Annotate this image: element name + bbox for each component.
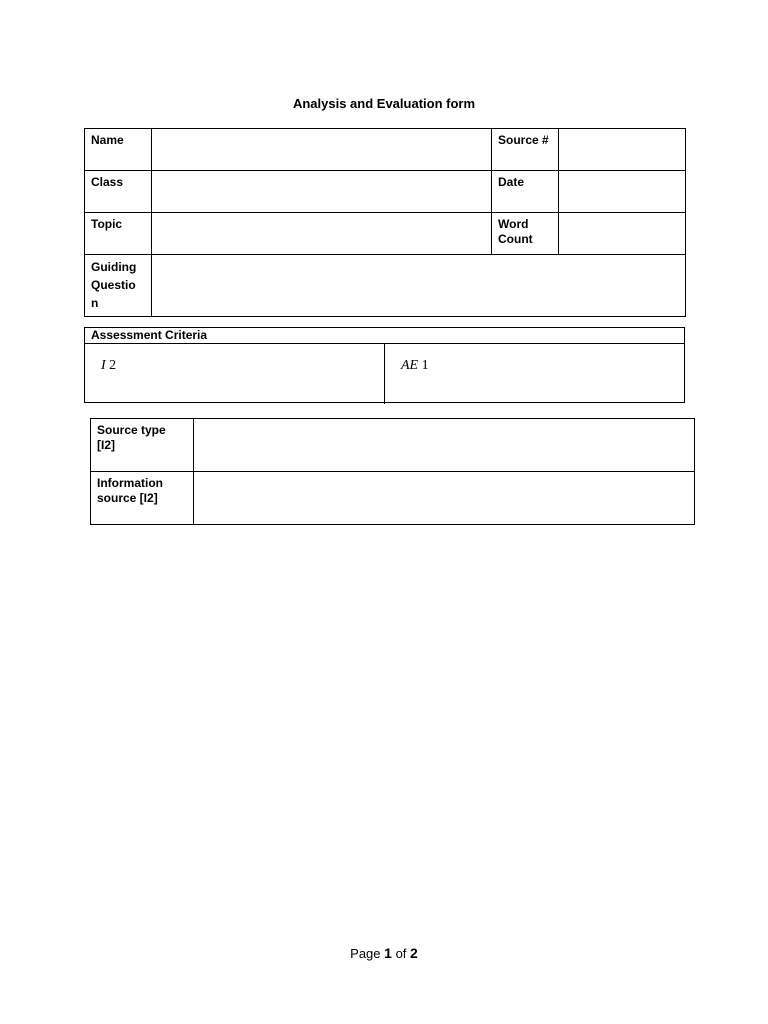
class-label-cell bbox=[85, 171, 152, 213]
assessment-criteria-box bbox=[84, 327, 685, 403]
date-field[interactable] bbox=[559, 171, 686, 213]
information-source-label bbox=[91, 472, 193, 510]
criterion-ae1-number: 1 bbox=[421, 358, 429, 373]
name-label: Name bbox=[91, 133, 124, 147]
topic-label: Topic bbox=[91, 217, 123, 231]
source-type-label-line1: Source type bbox=[97, 423, 166, 437]
name-label-cell bbox=[85, 129, 152, 171]
page-footer bbox=[0, 945, 768, 961]
source-type-label bbox=[91, 419, 193, 457]
page-word: Page bbox=[350, 946, 381, 961]
topic-label-cell bbox=[85, 213, 152, 255]
date-label: Date bbox=[498, 175, 525, 189]
table-row bbox=[91, 419, 695, 472]
source-type-label-line2: [I2] bbox=[97, 438, 115, 452]
student-info-table bbox=[84, 128, 686, 317]
source-type-label-cell bbox=[91, 419, 194, 472]
of-word: of bbox=[395, 946, 407, 961]
source-type-field[interactable] bbox=[194, 419, 695, 472]
guiding-question-label-line1: Guiding bbox=[91, 260, 137, 274]
date-label-cell bbox=[492, 171, 559, 213]
word-count-field[interactable] bbox=[559, 213, 686, 255]
table-row bbox=[85, 171, 686, 213]
word-count-label bbox=[492, 213, 558, 251]
class-field[interactable] bbox=[152, 171, 492, 213]
word-count-label-cell bbox=[492, 213, 559, 255]
criterion-ae1-letters: AE bbox=[401, 358, 419, 373]
source-number-label: Source # bbox=[498, 133, 549, 147]
table-row bbox=[85, 129, 686, 171]
assessment-criteria-header: Assessment Criteria bbox=[85, 328, 684, 344]
criterion-i2 bbox=[85, 344, 385, 404]
source-details-table bbox=[90, 418, 695, 525]
table-row bbox=[91, 472, 695, 525]
guiding-question-label-line2: Questio bbox=[91, 278, 136, 292]
guiding-question-field[interactable] bbox=[152, 255, 686, 317]
information-source-label-line1: Information bbox=[97, 476, 163, 490]
current-page-number: 1 bbox=[384, 945, 392, 961]
information-source-label-cell bbox=[91, 472, 194, 525]
total-pages-number: 2 bbox=[410, 945, 418, 961]
criterion-ae1 bbox=[385, 344, 684, 404]
form-title: Analysis and Evaluation form bbox=[292, 96, 476, 111]
topic-field[interactable] bbox=[152, 213, 492, 255]
word-count-label-line1: Word bbox=[498, 217, 529, 231]
word-count-label-line2: Count bbox=[498, 232, 533, 246]
name-field[interactable] bbox=[152, 129, 492, 171]
source-number-field[interactable] bbox=[559, 129, 686, 171]
information-source-label-line2: source [I2] bbox=[97, 491, 158, 505]
class-label: Class bbox=[91, 175, 124, 189]
criterion-i2-letters: I bbox=[101, 358, 106, 373]
source-label-cell bbox=[492, 129, 559, 171]
guiding-question-label-line3: n bbox=[91, 296, 99, 310]
guiding-question-label-cell bbox=[85, 255, 152, 317]
guiding-question-label bbox=[85, 255, 151, 316]
information-source-field[interactable] bbox=[194, 472, 695, 525]
table-row bbox=[85, 255, 686, 317]
criterion-i2-number: 2 bbox=[109, 358, 117, 373]
table-row bbox=[85, 213, 686, 255]
